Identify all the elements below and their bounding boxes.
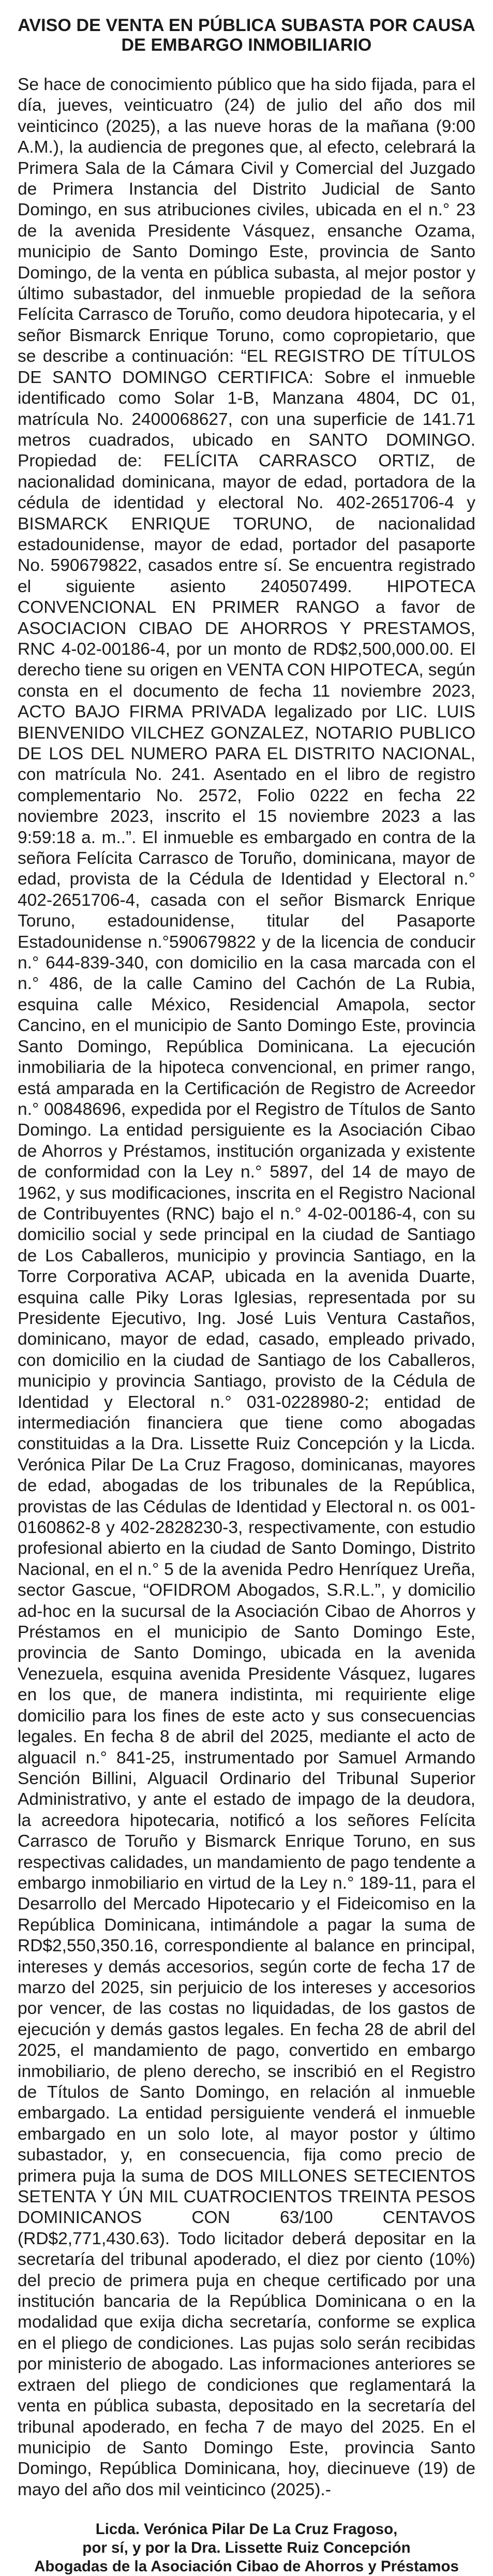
signature-line-2: por sí, y por la Dra. Lissette Ruiz Concepción (82, 2539, 411, 2557)
signature-block (18, 2520, 475, 2576)
signature-line-1: Licda. Verónica Pilar De La Cruz Fragoso, (95, 2521, 398, 2538)
title-line-2: DE EMBARGO INMOBILIARIO (121, 35, 372, 55)
title-line-1: AVISO DE VENTA EN PÚBLICA SUBASTA POR CAUSA (18, 16, 475, 35)
notice-title (18, 16, 475, 55)
signature-line-3: Abogadas de la Asociación Cibao de Ahorros y Préstamos (34, 2558, 459, 2575)
notice-body: Se hace de conocimiento público que ha sido fijada, para el día, jueves, veinticuatro (24) de julio del año dos mil veinticinco (2025), a las nueve horas de la mañana (9:00 A.M.), la audiencia de pregones que, al efecto, celebrará la Primera Sala de la Cámara Civil y Comercial del Juzgado de Primera Instancia del Distrito Judicial de Santo Domingo, en sus atribuciones civiles, ubicada en el n.° 23 de la avenida Presidente Vásquez, ensanche Ozama, municipio de Santo Domingo Este, provincia de Santo Domingo, de la venta en pública subasta, al mejor postor y último subastador, del inmueble propiedad de la señora Felícita Carrasco de Toruño, como deudora hipotecaria, y el señor Bismarck Enrique Toruno, como copropietario, que se describe a continuación: “EL REGISTRO DE TÍTULOS DE SANTO DOMINGO CERTIFICA: Sobre el inmueble identificado como Solar 1-B, Manzana 4804, DC 01, matrícula No. 2400068627, con una superficie de 141.71 metros cuadrados, ubicado en SANTO DOMINGO. Propiedad de: FELÍCITA CARRASCO ORTIZ, de nacionalidad dominicana, mayor de edad, portadora de la cédula de identidad y electoral No. 402-2651706-4 y BISMARCK ENRIQUE TORUNO, de nacionalidad estadounidense, mayor de edad, portador del pasaporte No. 590679822, casados entre sí. Se encuentra registrado el siguiente asiento 240507499. HIPOTECA CONVENCIONAL EN PRIMER RANGO a favor de ASOCIACION CIBAO DE AHORROS Y PRESTAMOS, RNC 4-02-00186-4, por un monto de RD$2,500,000.00. El derecho tiene su origen en VENTA CON HIPOTECA, según consta en el documento de fecha 11 noviembre 2023, ACTO BAJO FIRMA PRIVADA legalizado por LIC. LUIS BIENVENIDO VILCHEZ GONZALEZ, NOTARIO PUBLICO DE LOS DEL NUMERO PARA EL DISTRITO NACIONAL, con matrícula No. 241. Asentado en el libro de registro complementario No. 2572, Folio 0222 en fecha 22 noviembre 2023, inscrito el 15 noviembre 2023 a las 9:59:18 a. m..”. El inmueble es embargado en contra de la señora Felícita Carrasco de Toruño, dominicana, mayor de edad, provista de la Cédula de Identidad y Electoral n.° 402-2651706-4, casada con el señor Bismarck Enrique Toruno, estadounidense, titular del Pasaporte Estadounidense n.°590679822 y de la licencia de conducir n.° 644-839-340, con domicilio en la casa marcada con el n.° 486, de la calle Camino del Cachón de La Rubia, esquina calle México, Residencial Amapola, sector Cancino, en el municipio de Santo Domingo Este, provincia Santo Domingo, República Dominicana. La ejecución inmobiliaria de la hipoteca convencional, en primer rango, está amparada en la Certificación de Registro de Acreedor n.° 00848696, expedida por el Registro de Títulos de Santo Domingo. La entidad persiguiente es la Asociación Cibao de Ahorros y Préstamos, institución organizada y existente de conformidad con la Ley n.° 5897, del 14 de mayo de 1962, y sus modificaciones, inscrita en el Registro Nacional de Contribuyentes (RNC) bajo el n.° 4-02-00186-4, con su domicilio social y sede principal en la ciudad de Santiago de Los Caballeros, municipio y provincia Santiago, en la Torre Corporativa ACAP, ubicada en la avenida Duarte, esquina calle Piky Loras Iglesias, representada por su Presidente Ejecutivo, Ing. José Luis Ventura Castaños, dominicano, mayor de edad, casado, empleado privado, con domicilio en la ciudad de Santiago de los Caballeros, municipio y provincia Santiago, provisto de la Cédula de Identidad y Electoral n.° 031-0228980-2; entidad de intermediación financiera que tiene como abogadas constituidas a la Dra. Lissette Ruiz Concepción y la Licda. Verónica Pilar De La Cruz Fragoso, dominicanas, mayores de edad, abogadas de los tribunales de la República, provistas de las Cédulas de Identidad y Electoral n. os 001-0160862-8 y 402-2828230-3, respectivamente, con estudio profesional abierto en la ciudad de Santo Domingo, Distrito Nacional, en el n.° 5 de la avenida Pedro Henríquez Ureña, sector Gascue, “OFIDROM Abogados, S.R.L.”, y domicilio ad-hoc en la sucursal de la Asociación Cibao de Ahorros y Préstamos en el municipio de Santo Domingo Este, provincia de Santo Domingo, ubicada en la avenida Venezuela, esquina avenida Presidente Vásquez, lugares en los que, de manera indistinta, mi requiriente elige domicilio para los fines de este acto y sus consecuencias legales. En fecha 8 de abril del 2025, mediante el acto de alguacil n.° 841-25, instrumentado por Samuel Armando Sención Billini, Alguacil Ordinario del Tribunal Superior Administrativo, y ante el estado de impago de la deudora, la acreedora hipotecaria, notificó a los señores Felícita Carrasco de Toruño y Bismarck Enrique Toruno, en sus respectivas calidades, un mandamiento de pago tendente a embargo inmobiliario en virtud de la Ley n.° 189-11, para el Desarrollo del Mercado Hipotecario y el Fideicomiso en la República Dominicana, intimándole a pagar la suma de RD$2,550,350.16, correspondiente al balance en principal, intereses y demás accesorios, según corte de fecha 17 de marzo del 2025, sin perjuicio de los intereses y accesorios por vencer, de las costas no liquidadas, de los gastos de ejecución y demás gastos legales. En fecha 28 de abril del 2025, el mandamiento de pago, convertido en embargo inmobiliario, de pleno derecho, se inscribió en el Registro de Títulos de Santo Domingo, en relación al inmueble embargado. La entidad persiguiente venderá el inmueble embargado en un solo lote, al mayor postor y último subastador, y, en consecuencia, fija como precio de primera puja la suma de DOS MILLONES SETECIENTOS SETENTA Y ÚN MIL CUATROCIENTOS TREINTA PESOS DOMINICANOS CON 63/100 CENTAVOS (RD$2,771,430.63). Todo licitador deberá depositar en la secretaría del tribunal apoderado, el diez por ciento (10%) del precio de primera puja en cheque certificado por una institución bancaria de la República Dominicana o en la modalidad que exija dicha secretaría, conforme se explica en el pliego de condiciones. Las pujas solo serán recibidas por ministerio de abogado. Las informaciones anteriores se extraen del pliego de condiciones que reglamentará la venta en pública subasta, depositado en la secretaría del tribunal apoderado, en fecha 7 de mayo del 2025. En el municipio de Santo Domingo Este, provincia Santo Domingo, República Dominicana, hoy, diecinueve (19) de mayo del año dos mil veinticinco (2025).- (18, 75, 475, 2499)
